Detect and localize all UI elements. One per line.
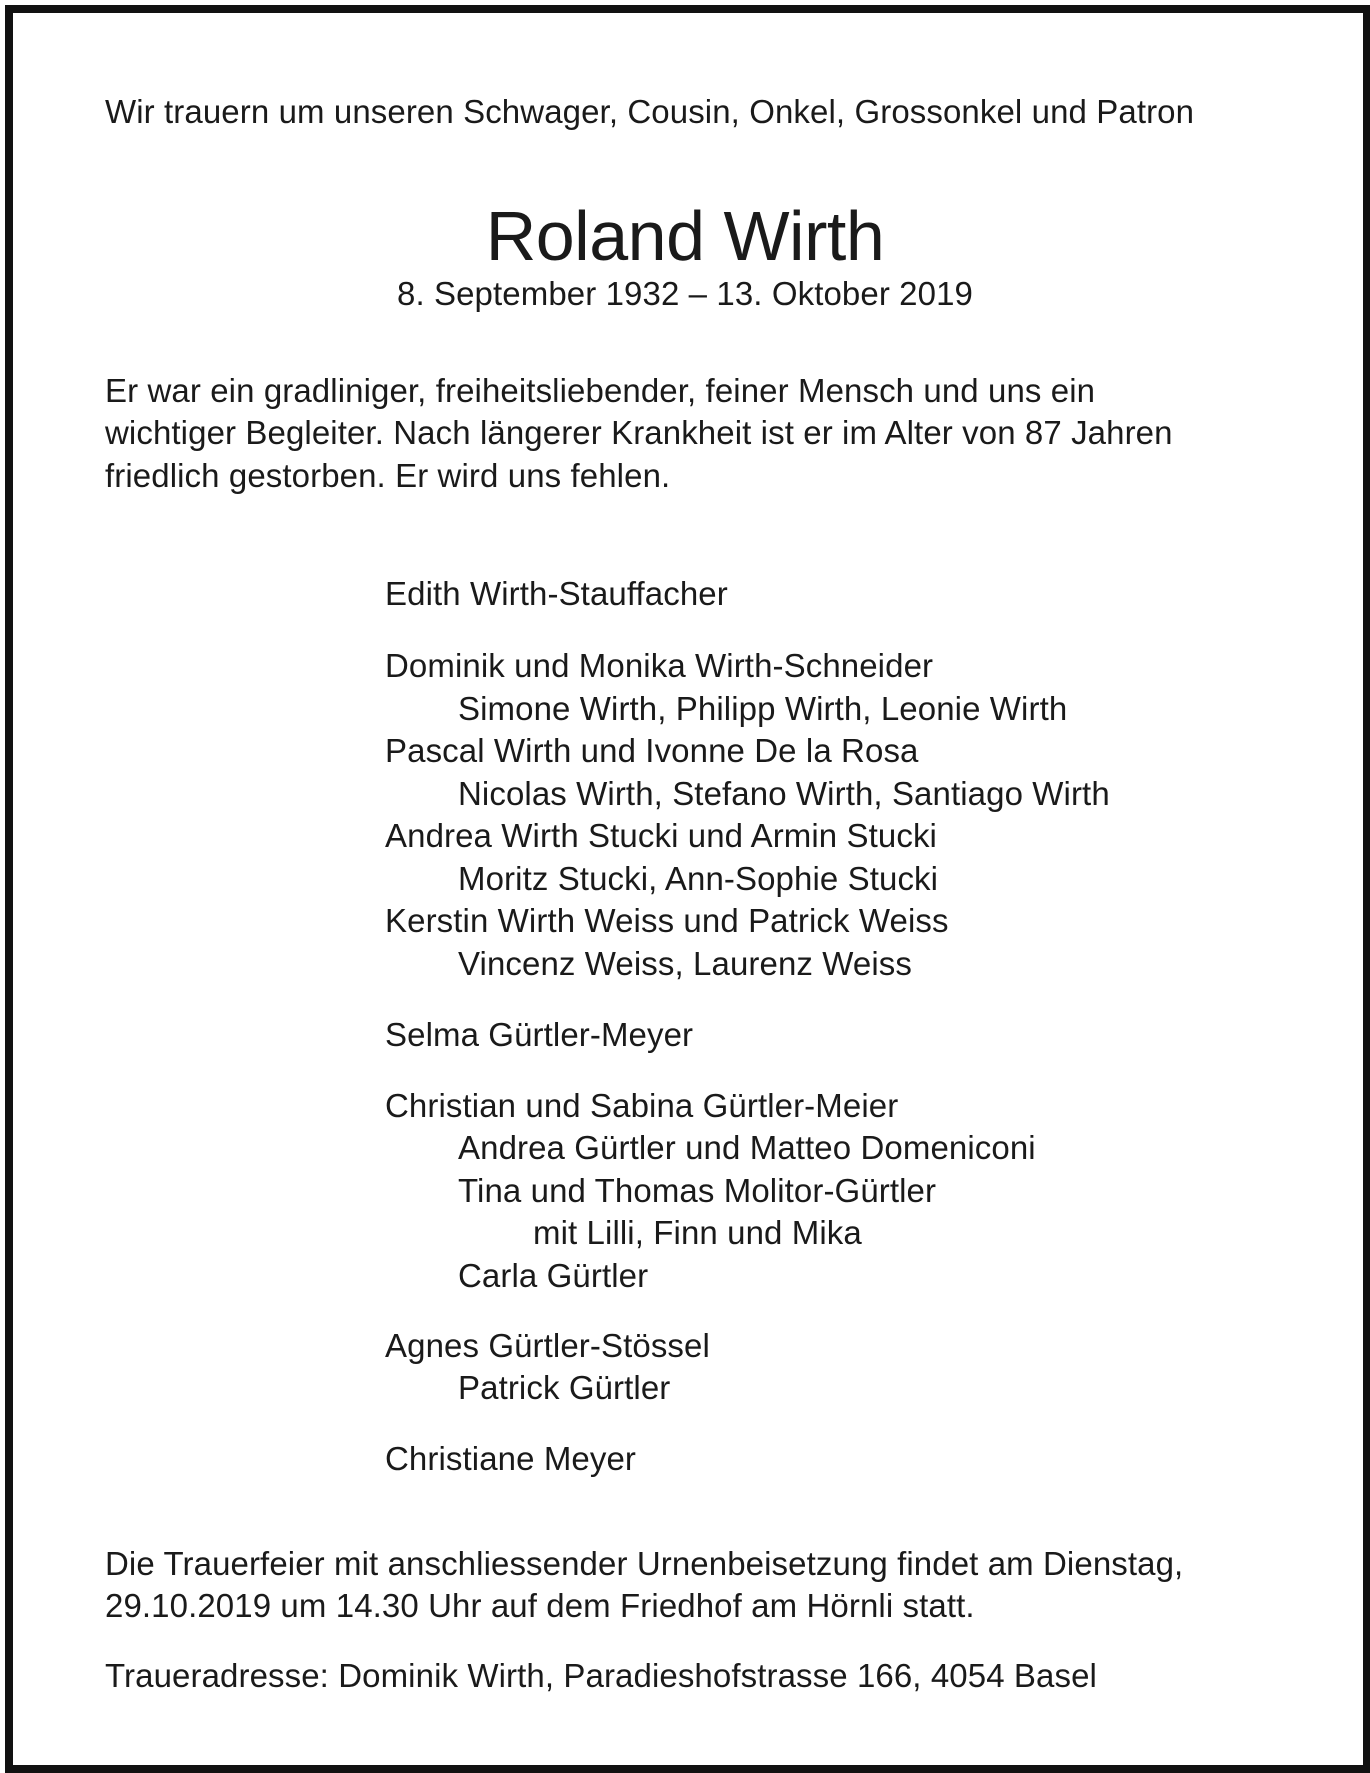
mourner-children: Patrick Gürtler [458,1369,671,1406]
mourner-name: Selma Gürtler-Meyer [385,1016,694,1053]
mourner-children: Vincenz Weiss, Laurenz Weiss [458,945,913,982]
mourner-children: Moritz Stucki, Ann-Sophie Stucki [458,860,939,897]
mourner-children: Andrea Gürtler und Matteo Domeniconi [458,1129,1036,1166]
deceased-name: Roland Wirth [485,197,885,275]
mourner-children: Nicolas Wirth, Stefano Wirth, Santiago Wirth [458,775,1110,812]
mourner-name: Christian und Sabina Gürtler-Meier [385,1087,899,1124]
mourner-name: Christiane Meyer [385,1440,637,1477]
mourner-children: Simone Wirth, Philipp Wirth, Leonie Wirth [458,690,1068,727]
tribute-line-2: wichtiger Begleiter. Nach längerer Krankheit ist er im Alter von 87 Jahren [105,414,1173,451]
mourner-name: Dominik und Monika Wirth-Schneider [385,647,934,684]
ceremony-line-1: Die Trauerfeier mit anschliessender Urnenbeisetzung findet am Dienstag, [105,1545,1184,1582]
mourning-address: Traueradresse: Dominik Wirth, Paradieshofstrasse 166, 4054 Basel [105,1657,1097,1694]
mourner-children: Carla Gürtler [458,1257,649,1294]
mourner-name: Edith Wirth-Stauffacher [385,575,728,612]
ceremony-line-2: 29.10.2019 um 14.30 Uhr auf dem Friedhof am Hörnli statt. [105,1587,975,1624]
mourner-name: Andrea Wirth Stucki und Armin Stucki [385,817,937,854]
mourner-name: Pascal Wirth und Ivonne De la Rosa [385,732,919,769]
tribute-line-3: friedlich gestorben. Er wird uns fehlen. [105,457,671,494]
mourner-name: Agnes Gürtler-Stössel [385,1327,710,1364]
intro-text: Wir trauern um unseren Schwager, Cousin, Onkel, Grossonkel und Patron [105,93,1195,130]
tribute-line-1: Er war ein gradliniger, freiheitsliebender, feiner Mensch und uns ein [105,372,1096,409]
life-dates: 8. September 1932 – 13. Oktober 2019 [397,275,973,312]
mourner-name: Kerstin Wirth Weiss und Patrick Weiss [385,902,949,939]
mourner-grandchildren: mit Lilli, Finn und Mika [533,1214,862,1251]
mourner-children: Tina und Thomas Molitor-Gürtler [458,1172,937,1209]
